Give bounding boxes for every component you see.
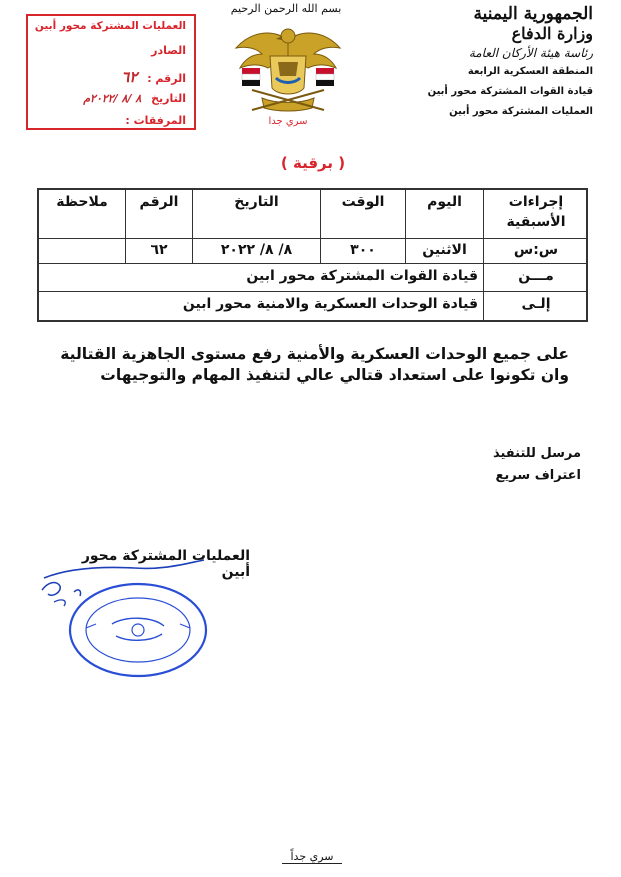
header-time: الوقت <box>341 194 385 210</box>
issued-box-title: العمليات المشتركة محور أبين <box>34 20 186 32</box>
table-rule <box>37 263 588 264</box>
quick-acknowledgement: اعتراف سريع <box>495 468 581 483</box>
region-title: المنطقة العسكرية الرابعة <box>467 66 593 77</box>
operations-title: العمليات المشتركة محور أبين <box>449 106 593 117</box>
attachments-label: المرفقات : <box>125 114 186 127</box>
issued-label: الصادر <box>151 44 186 57</box>
table-border <box>37 320 588 322</box>
reference-number-value: ٦٢ <box>121 68 138 86</box>
header-day: اليوم <box>427 194 462 210</box>
table-rule <box>37 291 588 292</box>
ministry-title: وزارة الدفاع <box>511 24 593 43</box>
reference-number-label: الرقم : <box>147 72 186 85</box>
reference-date-value: ٨ /٨ /٢٠٢٢م <box>83 92 142 105</box>
bottom-classification: سري جداً <box>282 850 342 864</box>
telegram-title: ( برقية ) <box>280 154 346 172</box>
cell-time: ٣٠٠ <box>350 242 376 258</box>
message-line: وان تكونوا على استعداد قتالي عالي لتنفيذ المهام والتوجيهات <box>100 366 569 384</box>
reference-date-label: التاريخ <box>151 92 186 105</box>
header-notes: ملاحظة <box>56 194 108 210</box>
cell-procedures: س:س <box>513 242 559 258</box>
cell-day: الاثنين <box>422 242 467 258</box>
issued-reference-box <box>26 14 196 130</box>
to-label: إلـى <box>521 296 551 312</box>
table-rule <box>483 188 484 322</box>
signature-organization: العمليات المشتركة محور أبين <box>81 548 250 580</box>
reference-date-row <box>83 92 186 105</box>
staff-title: رئاسة هيئة الأركان العامة <box>468 46 593 60</box>
table-rule <box>37 238 588 239</box>
republic-title: الجمهورية اليمنية <box>473 4 593 24</box>
to-value: قيادة الوحدات العسكرية والامنية محور ابين <box>182 296 478 312</box>
command-title: قيادة القوات المشتركة محور أبين <box>427 86 593 97</box>
telegram-table <box>37 188 588 322</box>
yemen-eagle-emblem-icon <box>232 18 344 118</box>
header-number: الرقم <box>139 194 179 210</box>
cell-number: ٦٢ <box>150 242 168 258</box>
basmala: بسم الله الرحمن الرحيم <box>230 2 342 15</box>
reference-number-row <box>121 68 186 86</box>
send-for-execution: مرسل للتنفيذ <box>492 446 581 461</box>
cell-date: ٨/ ٨/ ٢٠٢٢ <box>220 242 293 258</box>
header-date: التاريخ <box>234 194 279 210</box>
top-classification: سري جدا <box>268 116 308 127</box>
message-body <box>49 344 569 386</box>
ministry-header <box>413 4 593 122</box>
from-label: مـــن <box>518 268 554 284</box>
from-value: قيادة القوات المشتركة محور ابين <box>246 268 478 284</box>
header-procedures: إجراءات الأسبقية <box>506 194 566 230</box>
table-border <box>586 188 588 322</box>
official-stamp-icon <box>66 580 211 680</box>
message-line: على جميع الوحدات العسكرية والأمنية رفع مستوى الجاهزية القتالية <box>60 345 569 363</box>
table-border <box>37 188 588 190</box>
